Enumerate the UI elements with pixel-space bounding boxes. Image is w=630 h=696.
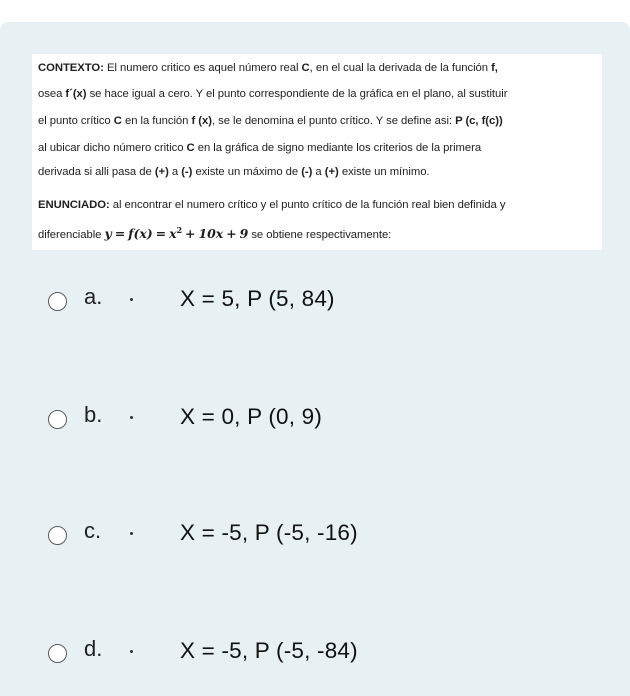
radio-option-c[interactable] — [48, 526, 67, 545]
radio-option-b[interactable] — [48, 410, 67, 429]
option-c[interactable] — [48, 518, 588, 558]
option-text: X = 0, P (0, 9) — [180, 404, 323, 429]
option-letter: a. — [84, 284, 103, 309]
option-dot — [130, 416, 133, 419]
option-a[interactable] — [48, 284, 588, 324]
context-line-3: el punto crítico C en la función f (x), se le denomina el punto crítico. Y se define asi: P (c, f(c)) — [38, 115, 503, 127]
option-d[interactable] — [48, 636, 588, 676]
option-text: X = -5, P (-5, -84) — [180, 638, 358, 663]
context-line-4: al ubicar dicho número critico C en la gráfica de signo mediante los criterios de la primera — [38, 142, 482, 154]
function-equation: $y = f(x) = x^2 + 10x + 9$ — [104, 225, 249, 241]
option-dot — [130, 298, 133, 301]
statement-line-2: diferenciable $y = f(x) = x^2 + 10x + 9$ se obtiene respectivamente: — [38, 225, 392, 241]
option-b[interactable] — [48, 402, 588, 442]
statement-line-1: ENUNCIADO: al encontrar el numero crítico y el punto crítico de la función real bien definida y — [38, 199, 506, 211]
radio-option-d[interactable] — [48, 644, 67, 663]
context-line-5: derivada si alli pasa de (+) a (-) existe un máximo de (-) a (+) existe un mínimo. — [38, 166, 430, 178]
radio-option-a[interactable] — [48, 292, 67, 311]
option-dot — [130, 650, 133, 653]
context-line-2: osea f´(x) se hace igual a cero. Y el punto correspondiente de la gráfica en el plano, al sustituir — [38, 88, 508, 100]
option-letter: d. — [84, 636, 103, 661]
context-label: CONTEXTO: — [38, 62, 104, 74]
context-line-1: CONTEXTO: El numero critico es aquel número real C, en el cual la derivada de la función f, — [38, 62, 498, 74]
option-letter: c. — [84, 518, 102, 543]
question-text-box — [32, 54, 602, 250]
option-text: X = -5, P (-5, -16) — [180, 520, 358, 545]
statement-label: ENUNCIADO: — [38, 199, 110, 211]
question-panel — [0, 22, 630, 696]
option-text: X = 5, P (5, 84) — [180, 286, 335, 311]
option-letter: b. — [84, 402, 103, 427]
option-dot — [130, 532, 133, 535]
